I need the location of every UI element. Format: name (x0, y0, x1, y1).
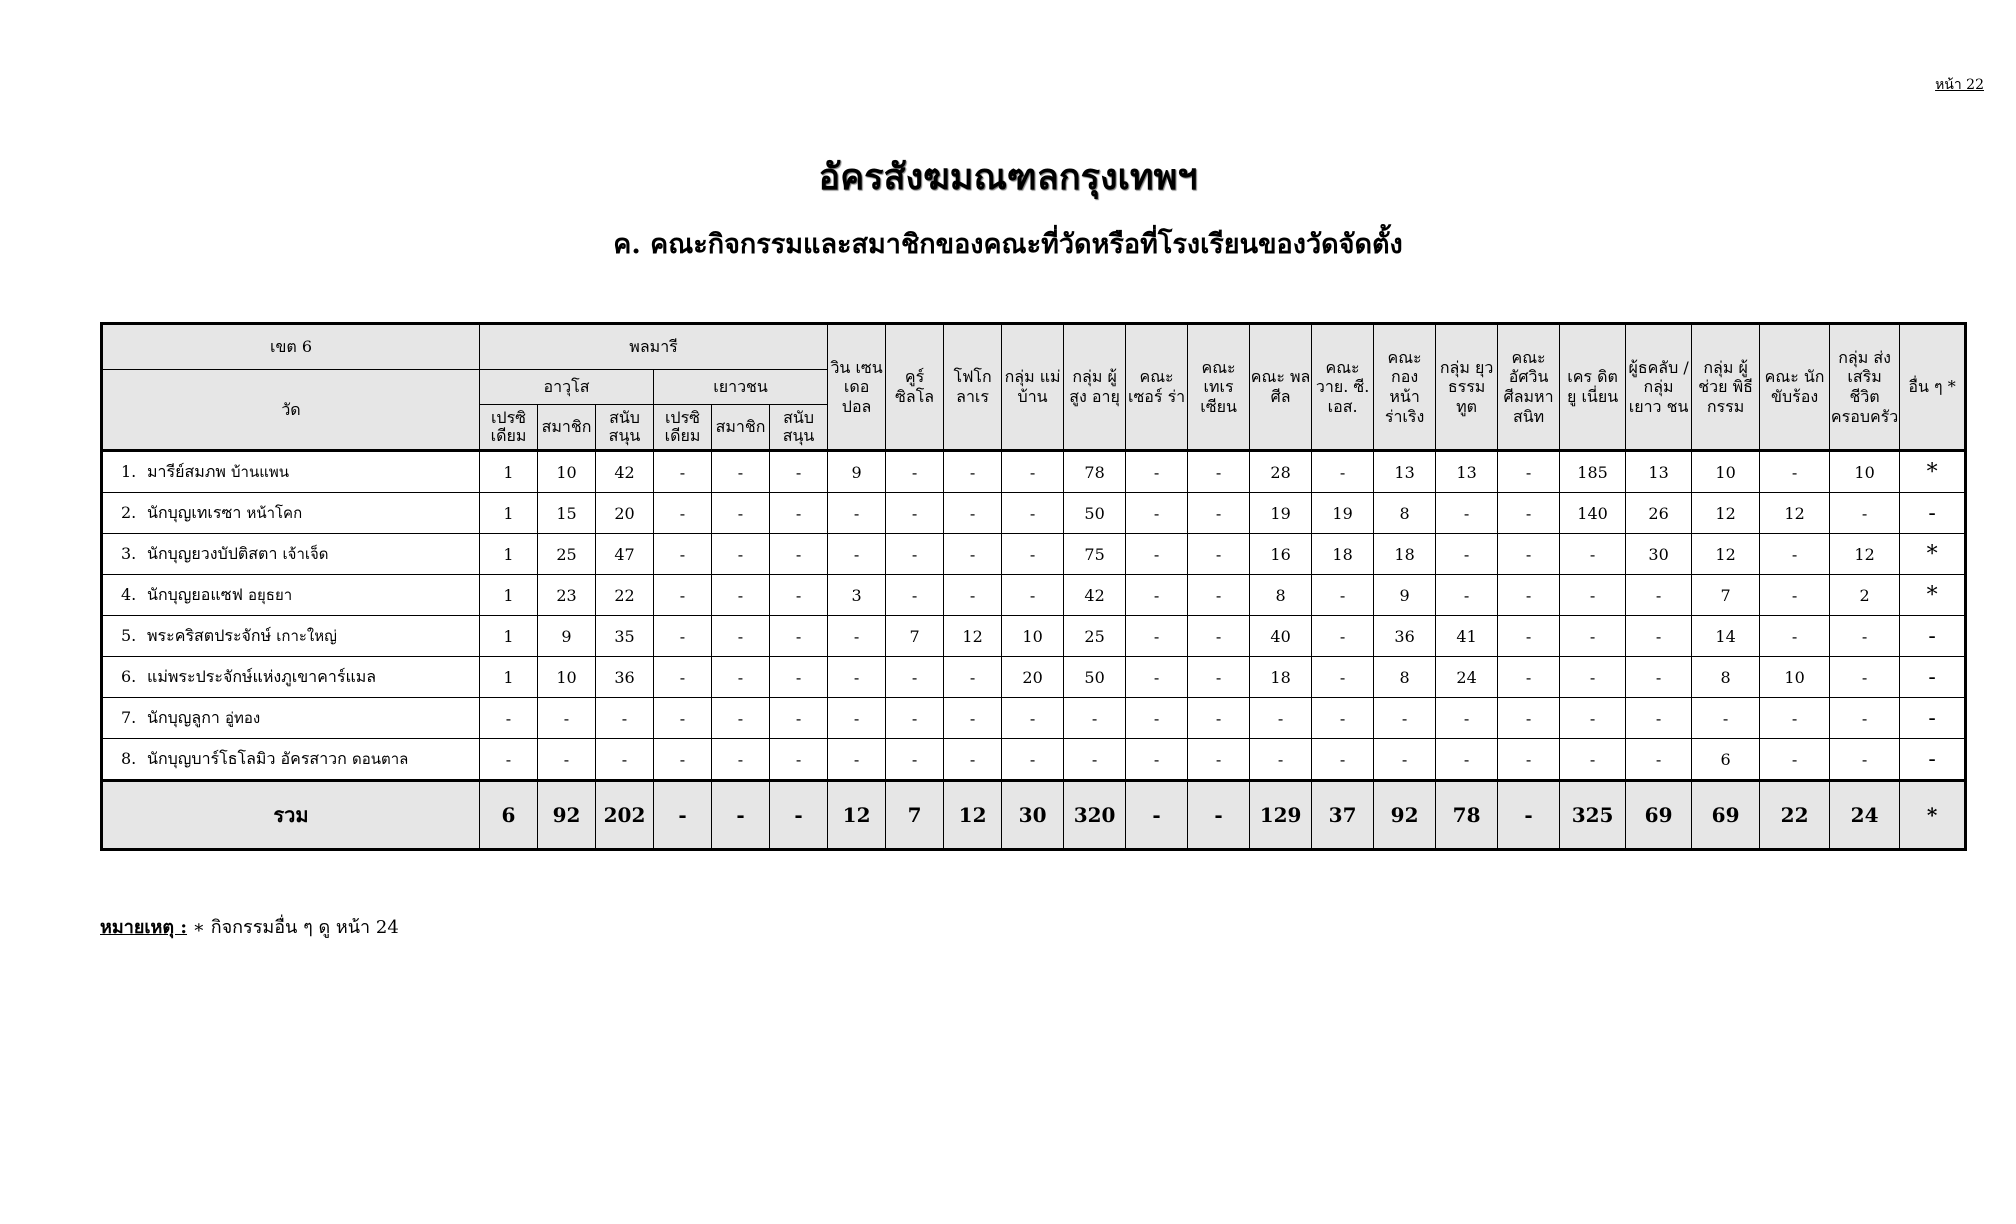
value-cell: - (1064, 739, 1126, 781)
value-cell: 10 (1760, 657, 1830, 698)
value-cell: - (944, 657, 1002, 698)
footnote-label: หมายเหตุ : (100, 917, 188, 938)
value-cell: - (828, 739, 886, 781)
value-cell: 140 (1560, 493, 1626, 534)
value-cell: - (1760, 739, 1830, 781)
value-cell: 9 (1374, 575, 1436, 616)
total-cell: 7 (886, 781, 944, 850)
activity-header: กลุ่ม แม่ บ้าน (1002, 324, 1064, 451)
row-number: 5. (121, 625, 137, 645)
wat-location: หน้าโคก (246, 503, 303, 522)
value-cell: - (1188, 575, 1250, 616)
value-cell: - (654, 534, 712, 575)
value-cell: * (1900, 534, 1966, 575)
row-number: 3. (121, 543, 137, 563)
wat-name: มารีย์สมภพ (147, 461, 226, 481)
value-cell: 10 (1002, 616, 1064, 657)
value-cell: - (1626, 698, 1692, 739)
value-cell: - (712, 493, 770, 534)
value-cell: - (1626, 575, 1692, 616)
value-cell: - (828, 698, 886, 739)
value-cell: - (1002, 698, 1064, 739)
value-cell: - (1760, 451, 1830, 493)
value-cell: - (654, 698, 712, 739)
wat-name-cell (102, 616, 480, 657)
value-cell: - (886, 534, 944, 575)
value-cell: - (1900, 657, 1966, 698)
value-cell: 18 (1374, 534, 1436, 575)
value-cell: - (654, 451, 712, 493)
subheader: เปรซิ เดียม (480, 405, 538, 451)
total-cell: - (1188, 781, 1250, 850)
value-cell: 10 (1692, 451, 1760, 493)
value-cell: 19 (1312, 493, 1374, 534)
wat-name: นักบุญลูกา (147, 707, 220, 727)
value-cell: 13 (1374, 451, 1436, 493)
value-cell: 8 (1692, 657, 1760, 698)
value-cell: - (1312, 451, 1374, 493)
row-number: 8. (121, 748, 137, 768)
value-cell: 12 (1830, 534, 1900, 575)
value-cell: - (1560, 534, 1626, 575)
value-cell: 1 (480, 493, 538, 534)
value-cell: - (1374, 739, 1436, 781)
zone-header: เขต 6 (102, 324, 480, 370)
value-cell: - (770, 698, 828, 739)
value-cell: - (654, 657, 712, 698)
activity-table (100, 322, 1967, 851)
value-cell: - (1436, 575, 1498, 616)
page-title: อัครสังฆมณฑลกรุงเทพฯ (818, 156, 1198, 198)
value-cell: 12 (1760, 493, 1830, 534)
wat-name-cell (102, 451, 480, 493)
value-cell: - (1126, 698, 1188, 739)
value-cell: - (1900, 698, 1966, 739)
value-cell: - (1560, 575, 1626, 616)
value-cell: - (654, 616, 712, 657)
value-cell: - (654, 575, 712, 616)
value-cell: - (1498, 493, 1560, 534)
value-cell: - (1250, 739, 1312, 781)
value-cell: - (1830, 698, 1900, 739)
activity-header: คณะ วาย. ซี. เอส. (1312, 324, 1374, 451)
table-row (102, 739, 1966, 781)
value-cell: - (1436, 739, 1498, 781)
wat-location: เจ้าเจ็ด (282, 544, 329, 563)
value-cell: - (1692, 698, 1760, 739)
value-cell: - (770, 657, 828, 698)
footnote-text: ∗ กิจกรรมอื่น ๆ ดู หน้า 24 (192, 917, 399, 938)
activity-header: คณะ เทเร เซียน (1188, 324, 1250, 451)
value-cell: - (1498, 534, 1560, 575)
value-cell: - (1436, 534, 1498, 575)
subheader: สนับ สนุน (596, 405, 654, 451)
value-cell: 30 (1626, 534, 1692, 575)
value-cell: - (886, 698, 944, 739)
value-cell: - (1498, 698, 1560, 739)
total-cell: 129 (1250, 781, 1312, 850)
value-cell: 36 (1374, 616, 1436, 657)
value-cell: 1 (480, 575, 538, 616)
wat-name: นักบุญบาร์โธโลมิว อัครสาวก (147, 748, 347, 768)
value-cell: - (1126, 616, 1188, 657)
value-cell: - (1900, 493, 1966, 534)
row-number: 6. (121, 666, 137, 686)
value-cell: - (1002, 451, 1064, 493)
total-cell: 69 (1692, 781, 1760, 850)
subheader: สมาชิก (712, 405, 770, 451)
table-row (102, 657, 1966, 698)
value-cell: - (712, 698, 770, 739)
subheader: เปรซิ เดียม (654, 405, 712, 451)
value-cell: - (1126, 739, 1188, 781)
value-cell: 13 (1436, 451, 1498, 493)
value-cell: 16 (1250, 534, 1312, 575)
table-row (102, 616, 1966, 657)
adult-header: อาวุโส (480, 370, 654, 405)
value-cell: 10 (538, 657, 596, 698)
value-cell: 22 (596, 575, 654, 616)
value-cell: 2 (1830, 575, 1900, 616)
total-cell: 12 (828, 781, 886, 850)
value-cell: - (1188, 616, 1250, 657)
value-cell: 1 (480, 451, 538, 493)
value-cell: - (886, 657, 944, 698)
value-cell: 41 (1436, 616, 1498, 657)
footnote (100, 912, 399, 941)
wat-location: อยุธยา (248, 585, 293, 604)
row-number: 2. (121, 502, 137, 522)
value-cell: - (1760, 575, 1830, 616)
value-cell: 78 (1064, 451, 1126, 493)
value-cell: - (1312, 739, 1374, 781)
value-cell: 8 (1250, 575, 1312, 616)
value-cell: 28 (1250, 451, 1312, 493)
activity-header: กลุ่ม ส่งเสริม ชีวิต ครอบครัว (1830, 324, 1900, 451)
value-cell: - (886, 739, 944, 781)
total-cell: 37 (1312, 781, 1374, 850)
value-cell: - (1002, 739, 1064, 781)
value-cell: - (770, 616, 828, 657)
value-cell: - (1126, 657, 1188, 698)
value-cell: 42 (596, 451, 654, 493)
value-cell: - (1126, 493, 1188, 534)
total-cell: 24 (1830, 781, 1900, 850)
value-cell: 35 (596, 616, 654, 657)
value-cell: - (1900, 739, 1966, 781)
value-cell: - (712, 616, 770, 657)
value-cell: - (944, 698, 1002, 739)
value-cell: - (886, 451, 944, 493)
value-cell: 6 (1692, 739, 1760, 781)
value-cell: - (1188, 698, 1250, 739)
value-cell: - (1250, 698, 1312, 739)
table-row (102, 493, 1966, 534)
value-cell: 20 (1002, 657, 1064, 698)
value-cell: - (538, 739, 596, 781)
value-cell: - (1188, 493, 1250, 534)
value-cell: - (712, 575, 770, 616)
value-cell: 10 (1830, 451, 1900, 493)
value-cell: - (944, 451, 1002, 493)
total-cell: * (1900, 781, 1966, 850)
value-cell: 23 (538, 575, 596, 616)
value-cell: - (596, 698, 654, 739)
total-cell: - (712, 781, 770, 850)
subheader: สมาชิก (538, 405, 596, 451)
value-cell: - (1312, 616, 1374, 657)
value-cell: - (944, 493, 1002, 534)
activity-header: คูร์ ซิลโล (886, 324, 944, 451)
value-cell: - (1002, 493, 1064, 534)
wat-location: บ้านแพน (231, 462, 290, 481)
value-cell: - (770, 739, 828, 781)
value-cell: - (770, 451, 828, 493)
value-cell: - (944, 575, 1002, 616)
wat-name-cell (102, 575, 480, 616)
activity-header: คณะ เซอร์ ร่า (1126, 324, 1188, 451)
value-cell: - (480, 739, 538, 781)
value-cell: * (1900, 451, 1966, 493)
value-cell: - (1312, 657, 1374, 698)
activity-header: คณะ พล ศีล (1250, 324, 1312, 451)
total-cell: - (770, 781, 828, 850)
table-row (102, 451, 1966, 493)
value-cell: 1 (480, 534, 538, 575)
activity-header: ผู้ธคลับ /กลุ่ม เยาว ชน (1626, 324, 1692, 451)
value-cell: - (1002, 534, 1064, 575)
value-cell: - (1064, 698, 1126, 739)
value-cell: - (1760, 616, 1830, 657)
value-cell: - (828, 534, 886, 575)
value-cell: 185 (1560, 451, 1626, 493)
value-cell: - (770, 493, 828, 534)
value-cell: 1 (480, 616, 538, 657)
total-cell: 202 (596, 781, 654, 850)
value-cell: - (1312, 698, 1374, 739)
activity-header: โฟโก ลาเร (944, 324, 1002, 451)
table-row (102, 698, 1966, 739)
value-cell: - (712, 534, 770, 575)
value-cell: - (1498, 575, 1560, 616)
value-cell: 13 (1626, 451, 1692, 493)
wat-name-cell (102, 534, 480, 575)
wat-name: พระคริสตประจักษ์ (147, 625, 272, 645)
value-cell: 12 (944, 616, 1002, 657)
value-cell: - (1188, 739, 1250, 781)
wat-name-cell (102, 493, 480, 534)
value-cell: - (828, 493, 886, 534)
value-cell: 8 (1374, 493, 1436, 534)
value-cell: - (654, 493, 712, 534)
value-cell: - (770, 534, 828, 575)
value-cell: 50 (1064, 657, 1126, 698)
page-subtitle: ค. คณะกิจกรรมและสมาชิกของคณะที่วัดหรือที่โรงเรียนของวัดจัดตั้ง (613, 229, 1403, 260)
value-cell: 7 (1692, 575, 1760, 616)
total-label: รวม (102, 781, 480, 850)
total-cell: 12 (944, 781, 1002, 850)
value-cell: - (1560, 739, 1626, 781)
wat-header: วัด (102, 370, 480, 451)
youth-header: เยาวชน (654, 370, 828, 405)
total-cell: 325 (1560, 781, 1626, 850)
activity-header: กลุ่ม ผู้สูง อายุ (1064, 324, 1126, 451)
value-cell: - (1626, 739, 1692, 781)
value-cell: - (712, 451, 770, 493)
page-number: หน้า 22 (1935, 77, 1984, 93)
value-cell: 1 (480, 657, 538, 698)
wat-name: นักบุญยวงบัปติสตา (147, 543, 278, 563)
value-cell: - (1830, 616, 1900, 657)
value-cell: 36 (596, 657, 654, 698)
total-cell: 92 (1374, 781, 1436, 850)
value-cell: 9 (538, 616, 596, 657)
activity-header: คณะ กอง หน้า ร่าเริง (1374, 324, 1436, 451)
value-cell: 10 (538, 451, 596, 493)
value-cell: - (538, 698, 596, 739)
value-cell: 3 (828, 575, 886, 616)
wat-location: อู่ทอง (224, 708, 261, 727)
value-cell: - (1760, 534, 1830, 575)
wat-location: ดอนตาล (351, 749, 409, 768)
value-cell: - (886, 493, 944, 534)
wat-name: นักบุญเทเรซา (147, 502, 242, 522)
value-cell: 18 (1250, 657, 1312, 698)
total-cell: - (1126, 781, 1188, 850)
value-cell: - (712, 739, 770, 781)
value-cell: - (1436, 493, 1498, 534)
value-cell: 24 (1436, 657, 1498, 698)
value-cell: - (596, 739, 654, 781)
value-cell: 7 (886, 616, 944, 657)
wat-name-cell (102, 739, 480, 781)
value-cell: 19 (1250, 493, 1312, 534)
value-cell: - (1900, 616, 1966, 657)
value-cell: - (1126, 575, 1188, 616)
value-cell: - (944, 739, 1002, 781)
legion-header: พลมารี (480, 324, 828, 370)
value-cell: - (480, 698, 538, 739)
value-cell: - (828, 657, 886, 698)
value-cell: - (828, 616, 886, 657)
wat-name-cell (102, 698, 480, 739)
value-cell: 8 (1374, 657, 1436, 698)
value-cell: - (1760, 698, 1830, 739)
value-cell: - (1560, 616, 1626, 657)
activity-header: อื่น ๆ * (1900, 324, 1966, 451)
value-cell: 40 (1250, 616, 1312, 657)
value-cell: - (1498, 657, 1560, 698)
value-cell: 18 (1312, 534, 1374, 575)
value-cell: - (1626, 616, 1692, 657)
wat-name: แม่พระประจักษ์แห่งภูเขาคาร์แมล (147, 666, 377, 686)
value-cell: - (1498, 616, 1560, 657)
table-row (102, 534, 1966, 575)
value-cell: - (1188, 657, 1250, 698)
value-cell: - (654, 739, 712, 781)
total-cell: 69 (1626, 781, 1692, 850)
value-cell: - (1560, 698, 1626, 739)
subheader: สนับ สนุน (770, 405, 828, 451)
activity-header: กลุ่ม ผู้ช่วย พิธี กรรม (1692, 324, 1760, 451)
value-cell: 47 (596, 534, 654, 575)
value-cell: - (1436, 698, 1498, 739)
value-cell: - (1126, 534, 1188, 575)
total-cell: - (654, 781, 712, 850)
total-cell: 30 (1002, 781, 1064, 850)
table-row (102, 575, 1966, 616)
total-cell: 92 (538, 781, 596, 850)
value-cell: 26 (1626, 493, 1692, 534)
value-cell: - (886, 575, 944, 616)
value-cell: 20 (596, 493, 654, 534)
value-cell: - (1626, 657, 1692, 698)
wat-name: นักบุญยอแซฟ (147, 584, 243, 604)
activity-header: วิน เซน เดอ ปอล (828, 324, 886, 451)
activity-header: คณะ อัศวิน ศีลมหา สนิท (1498, 324, 1560, 451)
value-cell: - (1188, 534, 1250, 575)
value-cell: - (1374, 698, 1436, 739)
total-cell: 6 (480, 781, 538, 850)
value-cell: 25 (538, 534, 596, 575)
value-cell: - (1830, 657, 1900, 698)
value-cell: 25 (1064, 616, 1126, 657)
value-cell: - (1188, 451, 1250, 493)
total-cell: 22 (1760, 781, 1830, 850)
value-cell: - (770, 575, 828, 616)
total-cell: - (1498, 781, 1560, 850)
value-cell: 12 (1692, 534, 1760, 575)
value-cell: - (1498, 451, 1560, 493)
value-cell: * (1900, 575, 1966, 616)
value-cell: - (1002, 575, 1064, 616)
value-cell: - (1312, 575, 1374, 616)
row-number: 1. (121, 461, 137, 481)
total-cell: 78 (1436, 781, 1498, 850)
value-cell: 14 (1692, 616, 1760, 657)
value-cell: 12 (1692, 493, 1760, 534)
wat-name-cell (102, 657, 480, 698)
value-cell: - (1830, 739, 1900, 781)
row-number: 4. (121, 584, 137, 604)
total-cell: 320 (1064, 781, 1126, 850)
value-cell: 42 (1064, 575, 1126, 616)
value-cell: - (1498, 739, 1560, 781)
wat-location: เกาะใหญ่ (276, 626, 337, 645)
value-cell: 15 (538, 493, 596, 534)
value-cell: 50 (1064, 493, 1126, 534)
value-cell: - (1126, 451, 1188, 493)
value-cell: 75 (1064, 534, 1126, 575)
value-cell: - (1830, 493, 1900, 534)
row-number: 7. (121, 707, 137, 727)
value-cell: - (944, 534, 1002, 575)
value-cell: - (1560, 657, 1626, 698)
activity-header: กลุ่ม ยุว ธรรม ทูต (1436, 324, 1498, 451)
activity-header: คณะ นัก ขับร้อง (1760, 324, 1830, 451)
value-cell: - (712, 657, 770, 698)
activity-header: เคร ดิต ยู เนี่ยน (1560, 324, 1626, 451)
value-cell: 9 (828, 451, 886, 493)
